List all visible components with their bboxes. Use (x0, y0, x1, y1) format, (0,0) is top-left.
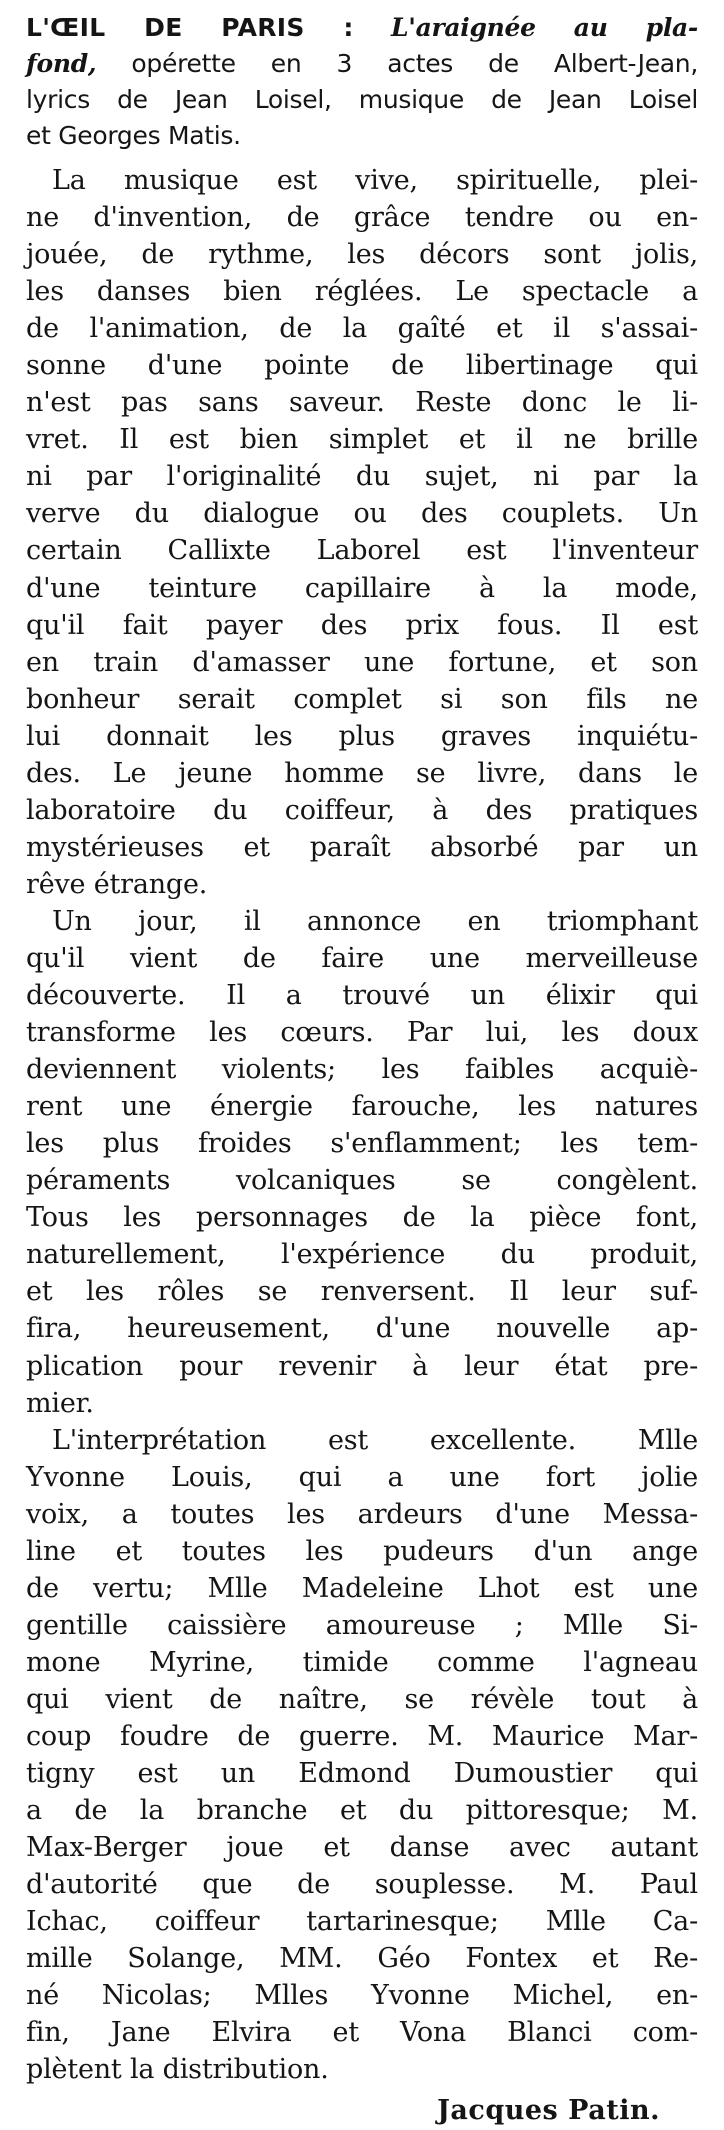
text-line: lui donnait les plus graves inquiétu- (26, 720, 698, 752)
text-line: rent une énergie farouche, les natures (26, 1091, 698, 1123)
text-line: La musique est vive, spirituelle, plei- (52, 165, 698, 196)
article (26, 10, 698, 2130)
author-signature: Jacques Patin. (437, 2095, 660, 2127)
text-line: naturellement, l'expérience du produit, (26, 1239, 698, 1271)
text-line: des. Le jeune homme se livre, dans le (26, 757, 698, 789)
paragraph (26, 903, 698, 1422)
paragraph (26, 162, 698, 903)
text-line: a de la branche et du pittoresque; M. (26, 1795, 698, 1827)
text-line: mone Myrine, timide comme l'agneau (26, 1646, 698, 1678)
text-line: mille Solange, MM. Géo Fontex et Re- (26, 1943, 698, 1975)
text-line: qu'il fait payer des prix fous. Il est (26, 609, 698, 641)
text-line: plication pour revenir à leur état pre- (26, 1350, 698, 1382)
text-line: laboratoire du coiffeur, à des pratiques (26, 794, 698, 826)
header-line-3: lyrics de Jean Loisel, musique de Jean Loisel (26, 85, 698, 114)
text-line: jouée, de rythme, les décors sont jolis, (26, 239, 698, 271)
text-line: de l'animation, de la gaîté et il s'assai- (26, 313, 698, 345)
text-line: fira, heureusement, d'une nouvelle ap- (26, 1313, 698, 1345)
play-genre: opérette en 3 actes de Albert-Jean, (131, 49, 698, 78)
text-line: les danses bien réglées. Le spectacle a (26, 276, 698, 308)
text-line: plètent la distribution. (26, 2054, 329, 2086)
text-line: et les rôles se renversent. Il leur suf- (26, 1276, 698, 1308)
article-header (26, 10, 698, 154)
text-line: péraments volcaniques se congèlent. (26, 1165, 698, 1197)
text-line: line et toutes les pudeurs d'un ange (26, 1535, 698, 1567)
text-line: verve du dialogue ou des couplets. Un (26, 498, 698, 530)
header-line-4: et Georges Matis. (26, 121, 241, 150)
theatre-name: L'ŒIL DE PARIS : (26, 13, 354, 42)
text-line: bonheur serait complet si son fils ne (26, 683, 698, 715)
text-line: Un jour, il annonce en triomphant (52, 905, 698, 937)
text-line: voix, a toutes les ardeurs d'une Messa- (26, 1498, 698, 1530)
text-line: Tous les personnages de la pièce font, (26, 1202, 698, 1234)
text-line: certain Callixte Laborel est l'inventeur (26, 535, 698, 567)
text-line: tigny est un Edmond Dumoustier qui (26, 1758, 698, 1790)
text-line: L'interprétation est excellente. Mlle (52, 1424, 698, 1456)
text-line: en train d'amasser une fortune, et son (26, 646, 698, 678)
text-line: vret. Il est bien simplet et il ne brille (26, 424, 698, 456)
header-line-1 (26, 10, 698, 46)
text-line: coup foudre de guerre. M. Maurice Mar- (26, 1720, 698, 1752)
text-line: qui vient de naître, se révèle tout à (26, 1683, 698, 1715)
text-line: né Nicolas; Mlles Yvonne Michel, en- (26, 1980, 698, 2012)
article-body (26, 162, 698, 2088)
text-line: sonne d'une pointe de libertinage qui (26, 350, 698, 382)
text-line: ni par l'originalité du sujet, ni par la (26, 461, 698, 493)
text-line: mystérieuses et paraît absorbé par un (26, 831, 698, 863)
text-line: d'autorité que de souplesse. M. Paul (26, 1869, 698, 1901)
play-title-part-2: fond, (26, 49, 97, 78)
paragraph (26, 1422, 698, 2089)
text-line: fin, Jane Elvira et Vona Blanci com- (26, 2017, 698, 2049)
header-line-2 (26, 46, 698, 82)
text-line: rêve étrange. (26, 868, 208, 900)
text-line: d'une teinture capillaire à la mode, (26, 572, 698, 604)
text-line: transforme les cœurs. Par lui, les doux (26, 1017, 698, 1049)
text-line: découverte. Il a trouvé un élixir qui (26, 980, 698, 1012)
text-line: qu'il vient de faire une merveilleuse (26, 942, 698, 974)
text-line: ne d'invention, de grâce tendre ou en- (26, 202, 698, 234)
play-title-part-1: L'araignée au pla- (390, 13, 698, 42)
text-line: Yvonne Louis, qui a une fort jolie (26, 1461, 698, 1493)
text-line: deviennent violents; les faibles acquiè- (26, 1054, 698, 1086)
text-line: Max-Berger joue et danse avec autant (26, 1832, 698, 1864)
text-line: les plus froides s'enflamment; les tem- (26, 1128, 698, 1160)
text-line: de vertu; Mlle Madeleine Lhot est une (26, 1572, 698, 1604)
text-line: gentille caissière amoureuse ; Mlle Si- (26, 1609, 698, 1641)
text-line: mier. (26, 1387, 94, 1419)
text-line: n'est pas sans saveur. Reste donc le li- (26, 387, 698, 419)
text-line: Ichac, coiffeur tartarinesque; Mlle Ca- (26, 1906, 698, 1938)
